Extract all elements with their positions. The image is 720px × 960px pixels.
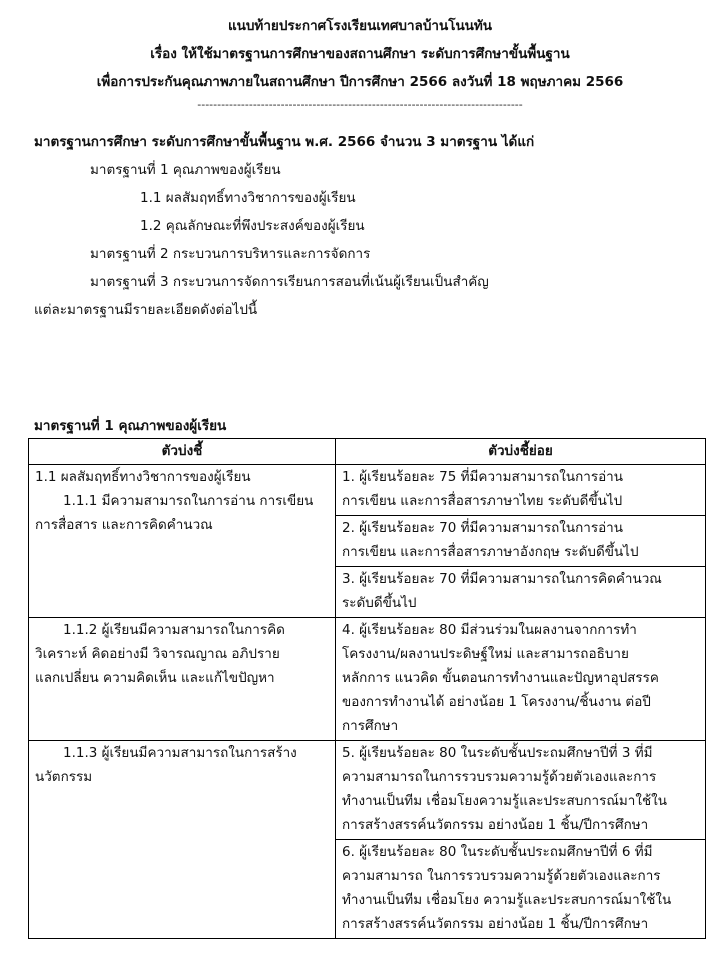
- indicator-text-line: วิเคราะห์ คิดอย่างมี วิจารณญาณ อภิปราย: [35, 646, 280, 662]
- header-line-1: แนบท้ายประกาศโรงเรียนเทศบาลบ้านโนนทัน: [227, 18, 493, 34]
- subindicator-line: 1. ผู้เรียนร้อยละ 75 ที่มีความสามารถในการอ่าน: [342, 469, 623, 485]
- header-line-2: เรื่อง ให้ใช้มาตรฐานการศึกษาของสถานศึกษา ระดับการศึกษาขั้นพื้นฐาน: [150, 46, 570, 62]
- subindicator-cell-1: [336, 465, 706, 516]
- subindicator-line: การเขียน และการสื่อสารภาษาอังกฤษ ระดับดีขึ้นไป: [342, 544, 639, 560]
- header-divider: ----------------------------------------------------------------------------------: [197, 98, 523, 111]
- intro-item-1-1: 1.1 ผลสัมฤทธิ์ทางวิชาการของผู้เรียน: [140, 190, 356, 206]
- intro-heading: มาตรฐานการศึกษา ระดับการศึกษาขั้นพื้นฐาน พ.ศ. 2566 จำนวน 3 มาตรฐาน ได้แก่: [34, 134, 535, 150]
- subindicator-line: โครงงาน/ผลงานประดิษฐ์ใหม่ และสามารถอธิบาย: [342, 646, 629, 662]
- subindicator-line: ของการทำงานได้ อย่างน้อย 1 โครงงาน/ชิ้นงาน ต่อปี: [342, 694, 651, 710]
- standard-1-title: มาตรฐานที่ 1 คุณภาพของผู้เรียน: [34, 418, 227, 434]
- indicator-text-line: การสื่อสาร และการคิดคำนวณ: [35, 517, 213, 533]
- subindicator-line: 6. ผู้เรียนร้อยละ 80 ในระดับชั้นประถมศึกษาปีที่ 6 ที่มี: [342, 844, 653, 860]
- table-row: [29, 465, 706, 516]
- indicator-text-line: 1.1.2 ผู้เรียนมีความสามารถในการคิด: [63, 622, 285, 638]
- subindicator-line: ระดับดีขึ้นไป: [342, 595, 417, 611]
- subindicator-line: การศึกษา: [342, 718, 399, 734]
- indicator-cell-1-1-3: [29, 741, 336, 939]
- indicator-cell-1-1-2: [29, 618, 336, 741]
- subindicator-line: 5. ผู้เรียนร้อยละ 80 ในระดับชั้นประถมศึกษาปีที่ 3 ที่มี: [342, 745, 653, 761]
- indicator-text-1-1-1: [35, 489, 330, 537]
- indicator-text-line: แลกเปลี่ยน ความคิดเห็น และแก้ไขปัญหา: [35, 670, 275, 686]
- indicator-text-line: 1.1.3 ผู้เรียนมีความสามารถในการสร้าง: [63, 745, 297, 761]
- column-header-indicator: ตัวบ่งชี้: [29, 439, 336, 465]
- table-header-row: [29, 439, 706, 465]
- subindicator-line: 3. ผู้เรียนร้อยละ 70 ที่มีความสามารถในการคิดคำนวณ: [342, 571, 662, 587]
- subindicator-cell-3: [336, 567, 706, 618]
- intro-item-standard-1: มาตรฐานที่ 1 คุณภาพของผู้เรียน: [90, 162, 281, 178]
- subindicator-line: หลักการ แนวคิด ขั้นตอนการทำงานและปัญหาอุปสรรค: [342, 670, 659, 686]
- indicator-text-1-1-3: [35, 741, 330, 789]
- intro-item-1-2: 1.2 คุณลักษณะที่พึงประสงค์ของผู้เรียน: [140, 218, 365, 234]
- table-row: [29, 618, 706, 741]
- intro-closing: แต่ละมาตรฐานมีรายละเอียดดังต่อไปนี้: [34, 302, 258, 318]
- indicator-cell-1-1-1: [29, 465, 336, 618]
- intro-item-standard-3: มาตรฐานที่ 3 กระบวนการจัดการเรียนการสอนที่เน้นผู้เรียนเป็นสำคัญ: [90, 274, 489, 290]
- subindicator-line: ความสามารถ ในการรวบรวมความรู้ด้วยตัวเองและการ: [342, 868, 661, 884]
- subindicator-line: การสร้างสรรค์นวัตกรรม อย่างน้อย 1 ชิ้น/ปีการศึกษา: [342, 916, 649, 932]
- subindicator-cell-4: [336, 618, 706, 741]
- subindicator-cell-6: [336, 840, 706, 939]
- indicator-table: [28, 438, 706, 939]
- indicator-text-line: นวัตกรรม: [35, 769, 93, 785]
- indicator-text-line: 1.1.1 มีความสามารถในการอ่าน การเขียน: [63, 493, 314, 509]
- table-row: [29, 741, 706, 840]
- subindicator-line: 4. ผู้เรียนร้อยละ 80 มีส่วนร่วมในผลงานจากการทำ: [342, 622, 637, 638]
- header-line-3: เพื่อการประกันคุณภาพภายในสถานศึกษา ปีการศึกษา 2566 ลงวันที่ 18 พฤษภาคม 2566: [96, 74, 624, 90]
- topic-label: 1.1 ผลสัมฤทธิ์ทางวิชาการของผู้เรียน: [35, 469, 251, 485]
- subindicator-line: ความสามารถในการรวบรวมความรู้ด้วยตัวเองและการ: [342, 769, 657, 785]
- intro-item-standard-2: มาตรฐานที่ 2 กระบวนการบริหารและการจัดการ: [90, 246, 371, 262]
- column-header-subindicator: ตัวบ่งชี้ย่อย: [336, 439, 706, 465]
- subindicator-line: ทำงานเป็นทีม เชื่อมโยง ความรู้และประสบการณ์มาใช้ใน: [342, 892, 672, 908]
- subindicator-line: การสร้างสรรค์นวัตกรรม อย่างน้อย 1 ชิ้น/ปีการศึกษา: [342, 817, 649, 833]
- subindicator-cell-5: [336, 741, 706, 840]
- subindicator-line: การเขียน และการสื่อสารภาษาไทย ระดับดีขึ้นไป: [342, 493, 623, 509]
- indicator-text-1-1-2: [35, 618, 330, 690]
- subindicator-cell-2: [336, 516, 706, 567]
- subindicator-line: 2. ผู้เรียนร้อยละ 70 ที่มีความสามารถในการอ่าน: [342, 520, 623, 536]
- subindicator-line: ทำงานเป็นทีม เชื่อมโยงความรู้และประสบการณ์มาใช้ใน: [342, 793, 667, 809]
